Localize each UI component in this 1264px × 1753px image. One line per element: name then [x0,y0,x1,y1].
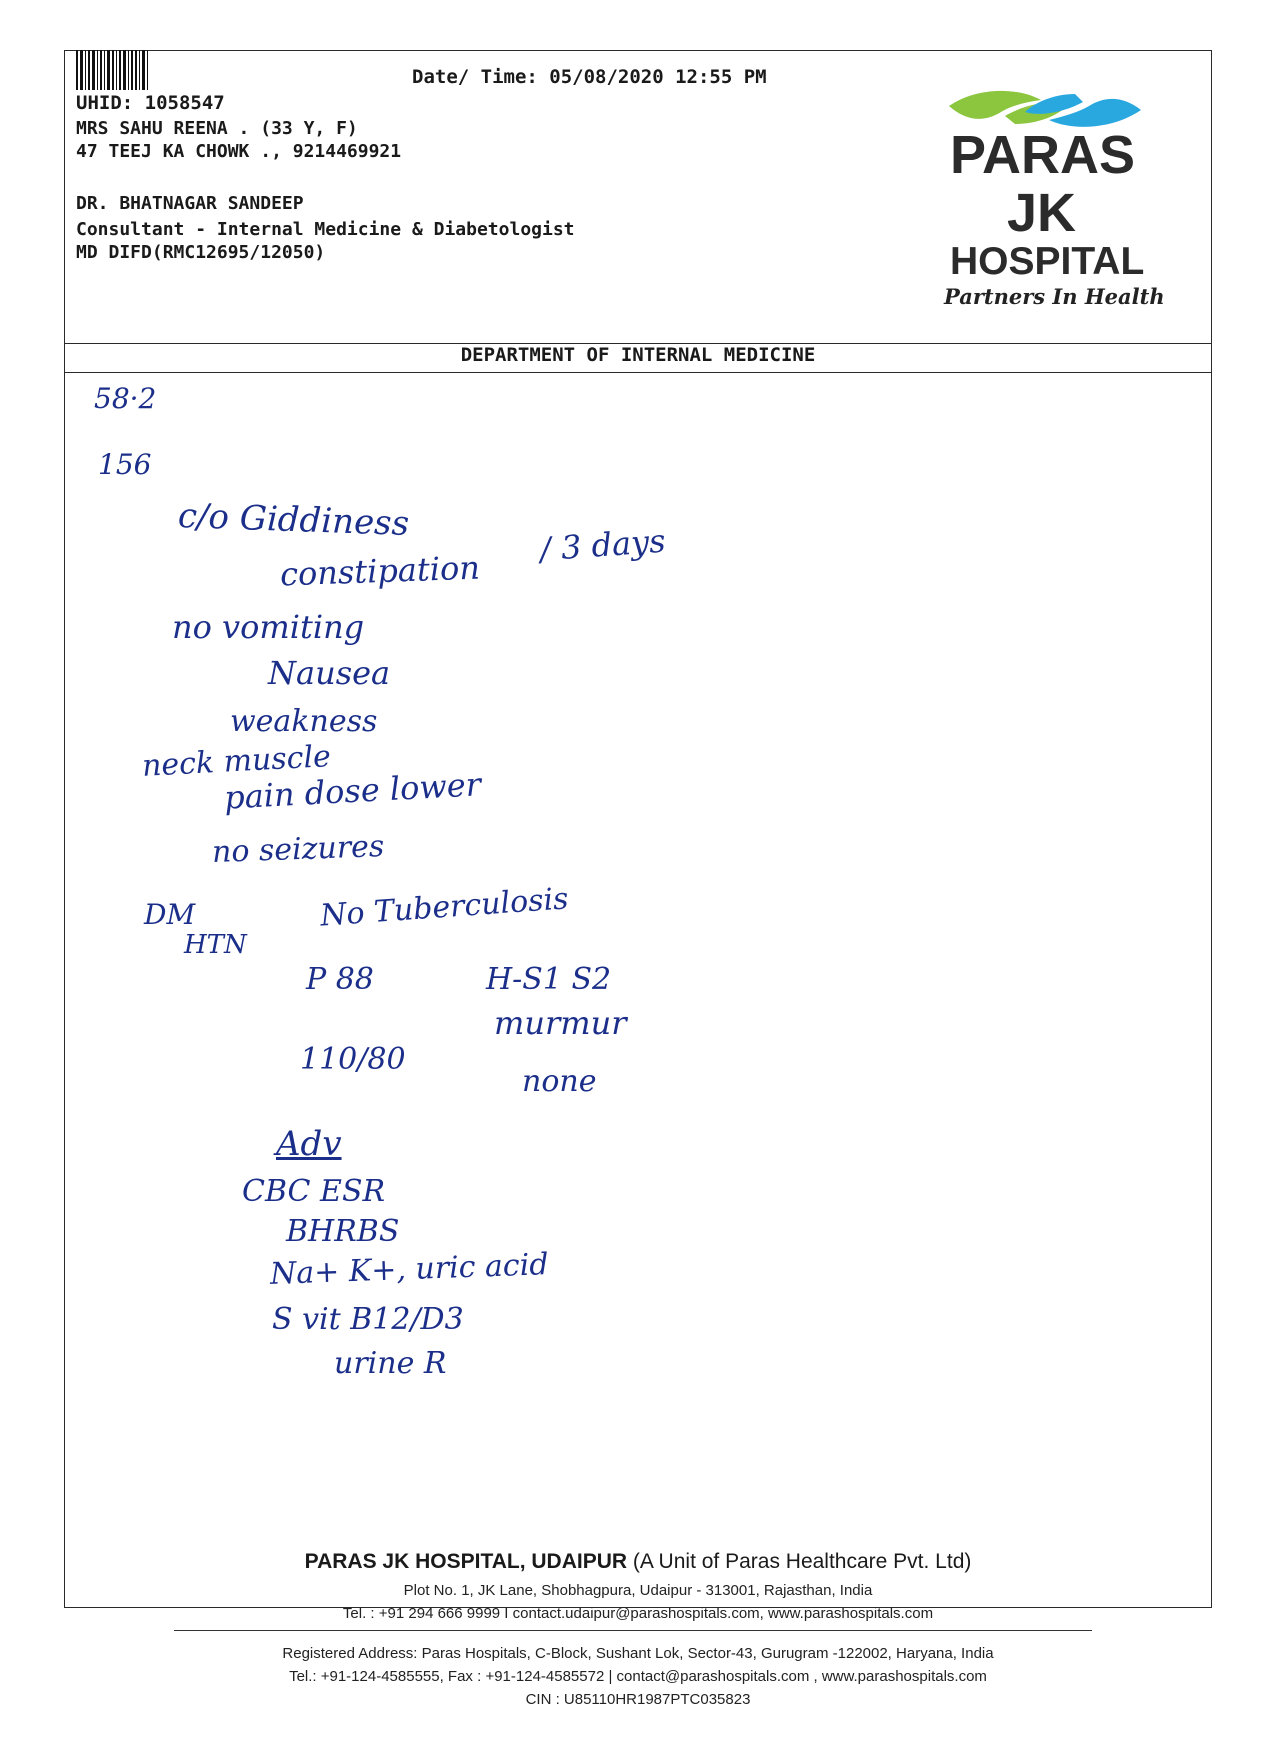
footer-address: Plot No. 1, JK Lane, Shobhagpura, Udaipur - 313001, Rajasthan, India [403,1582,873,1599]
department-title: DEPARTMENT OF INTERNAL MEDICINE [460,344,816,366]
registered-contact: Tel.: +91-124-4585555, Fax : +91-124-4585572 | contact@parashospitals.com , www.parashospitals.com [289,1668,987,1685]
handwriting-line: HTN [184,930,247,960]
patient-address: 47 TEEJ KA CHOWK ., 9214469921 [76,141,402,162]
handwriting-line: 156 [98,448,152,481]
handwriting-line: CBC ESR [242,1174,386,1209]
registered-separator [174,1630,1092,1631]
handwriting-line: / 3 days [538,521,667,569]
logo-word-jk: JK [1007,183,1077,243]
handwriting-line: Nausea [268,654,391,692]
doctor-title: Consultant - Internal Medicine & Diabetologist [76,219,575,240]
handwriting-line: murmur [494,1004,627,1042]
handwriting-line: neck muscle [141,739,332,784]
handwriting-line: 58·2 [94,382,157,415]
handwriting-line: pain dose lower [223,765,482,817]
doctor-name: DR. BHATNAGAR SANDEEP [76,193,304,214]
footer-hospital-name: PARAS JK HOSPITAL, UDAIPUR [304,1550,628,1573]
handwriting-line: none [522,1064,597,1099]
logo-tagline: Partners In Health [944,284,1165,309]
header-separator-bottom [64,372,1212,373]
logo-word-paras: PARAS [950,125,1136,185]
handwriting-line: 110/80 [300,1042,406,1077]
handwriting-line: urine R [334,1346,447,1381]
handwriting-line: H-S1 S2 [486,962,612,997]
handwriting-line: S vit B12/D3 [272,1302,464,1337]
registered-address: Registered Address: Paras Hospitals, C-Block, Sushant Lok, Sector-43, Gurugram -122002, Haryana, India [282,1645,994,1662]
patient-uhid: UHID: 1058547 [76,92,225,114]
handwriting-line: constipation [279,548,481,594]
handwriting-line: weakness [230,704,378,739]
company-cin: CIN : U85110HR1987PTC035823 [525,1691,751,1708]
handwriting-line: P 88 [306,962,374,997]
barcode-icon [76,50,150,90]
handwriting-line: Na+ K+, uric acid [269,1247,550,1292]
footer-hospital-unit: (A Unit of Paras Healthcare Pvt. Ltd) [627,1550,972,1573]
logo-word-hospital: HOSPITAL [950,240,1145,283]
handwriting-line: c/o Giddiness [177,495,410,545]
footer-contact: Tel. : +91 294 666 9999 I contact.udaipur@parashospitals.com, www.parashospitals.com [342,1605,934,1622]
handwriting-line: no vomiting [172,608,365,646]
handwriting-line: Adv [276,1124,342,1164]
handwriting-line: DM [144,898,196,931]
doctor-registration: MD DIFD(RMC12695/12050) [76,242,326,263]
patient-name: MRS SAHU REENA . (33 Y, F) [76,118,358,139]
handwriting-line: No Tuberculosis [319,881,570,934]
footer-hospital-line [64,1550,1212,1574]
visit-date-time: Date/ Time: 05/08/2020 12:55 PM [412,66,767,88]
handwriting-line: no seizures [211,829,385,870]
handwriting-line: BHRBS [286,1214,400,1249]
